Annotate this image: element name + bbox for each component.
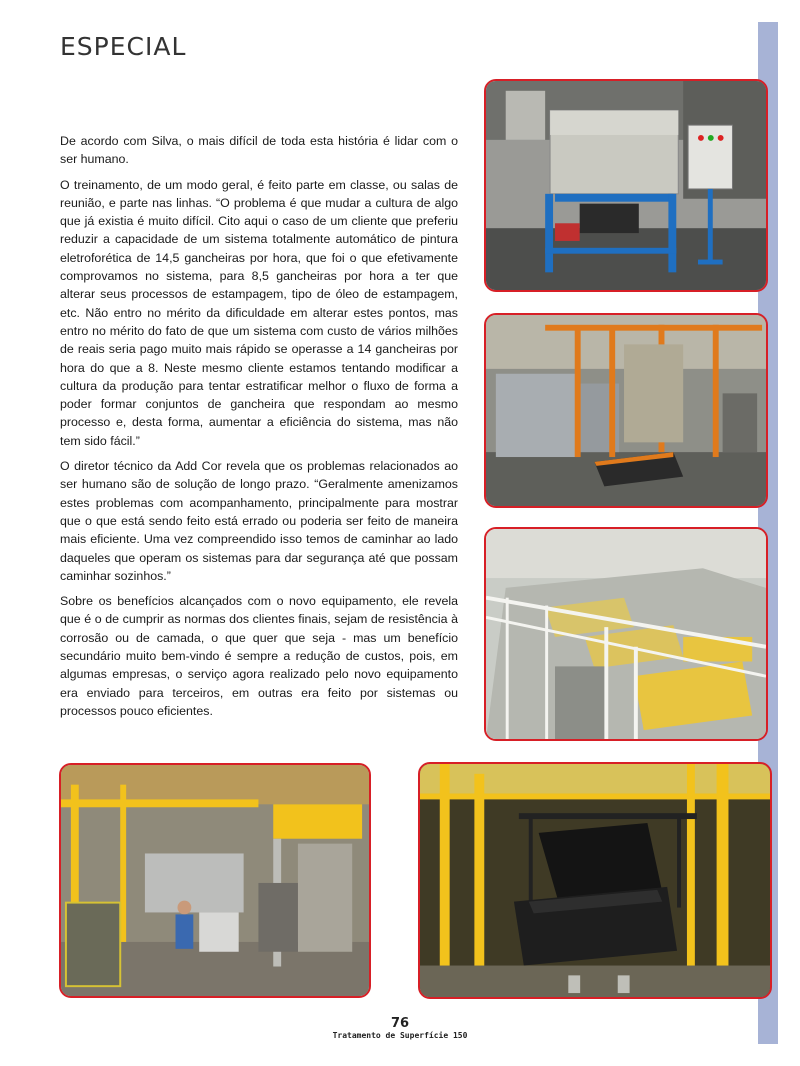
article-body	[60, 132, 458, 727]
page-number: 76	[390, 1016, 410, 1031]
section-title: ESPECIAL	[60, 32, 187, 61]
article-paragraph: De acordo com Silva, o mais difícil de toda esta história é lidar com o ser humano.	[60, 134, 458, 167]
photo-yellow-frame-car-body	[418, 762, 772, 999]
article-paragraph: O diretor técnico da Add Cor revela que os problemas relacionados ao ser humano são de solução de longo prazo. “Geralmente amenizamos estes problemas com acompanhamento, principalmente para mostrar que o que está sendo feito está errado ou poderia ser feito de maneira mais eficiente. Uma vez compreendido isso temos de caminhar ao lado daqueles que operam os sistemas para dar segurança até que possam caminhar sozinhos.”	[60, 459, 458, 583]
article-paragraph: O treinamento, de um modo geral, é feito parte em classe, ou salas de reunião, e parte nas linhas. “O problema é que mudar a cultura de algo que já existia é muito difícil. Cito aqui o caso de um cliente que preferiu reduzir a capacidade de um sistema totalmente automático de pintura eletroforética de 14,5 gancheiras por hora, que foi o que efetivamente comprovamos no sistema, para 8,5 gancheiras por hora a ter que alterar seus processos de estampagem, tipo de óleo de estampagem, etc. Não entro no mérito da dificuldade em alterar estes pontos, mas entro no mérito do fato de que um sistema com custo de vários milhões de reais seria pago muito mais rápido se operasse a 14 gancheiras por hora do que a 8. Neste mesmo cliente estamos tentando modificar a cultura da produção para tentar estratificar melhor o fluxo de forma a poder formar conjuntos de gancheira que respondam ao mesmo processo e, desta forma, aumentar a eficiência do sistema, mas não tem sido fácil.”	[60, 177, 458, 448]
photo-factory-worker	[59, 763, 371, 998]
photo-yellow-tanks	[484, 527, 768, 741]
photo-orange-structure-line	[484, 313, 768, 508]
article-paragraph: Sobre os benefícios alcançados com o novo equipamento, ele revela que é o de cumprir as normas dos clientes finais, sejam de resistência à corrosão ou de camada, o que quer que seja - mas um benefício secundário muito bem-vindo é sempre a redução de custos, pois, em algumas empresas, o serviço agora realizado pelo novo equipamento era enviado para terceiros, em outras era feito por sistemas ou processos pouco eficientes.	[60, 594, 458, 718]
publication-title: Tratamento de Superfície 150	[332, 1031, 468, 1040]
photo-control-cabinet-machine	[484, 79, 768, 292]
